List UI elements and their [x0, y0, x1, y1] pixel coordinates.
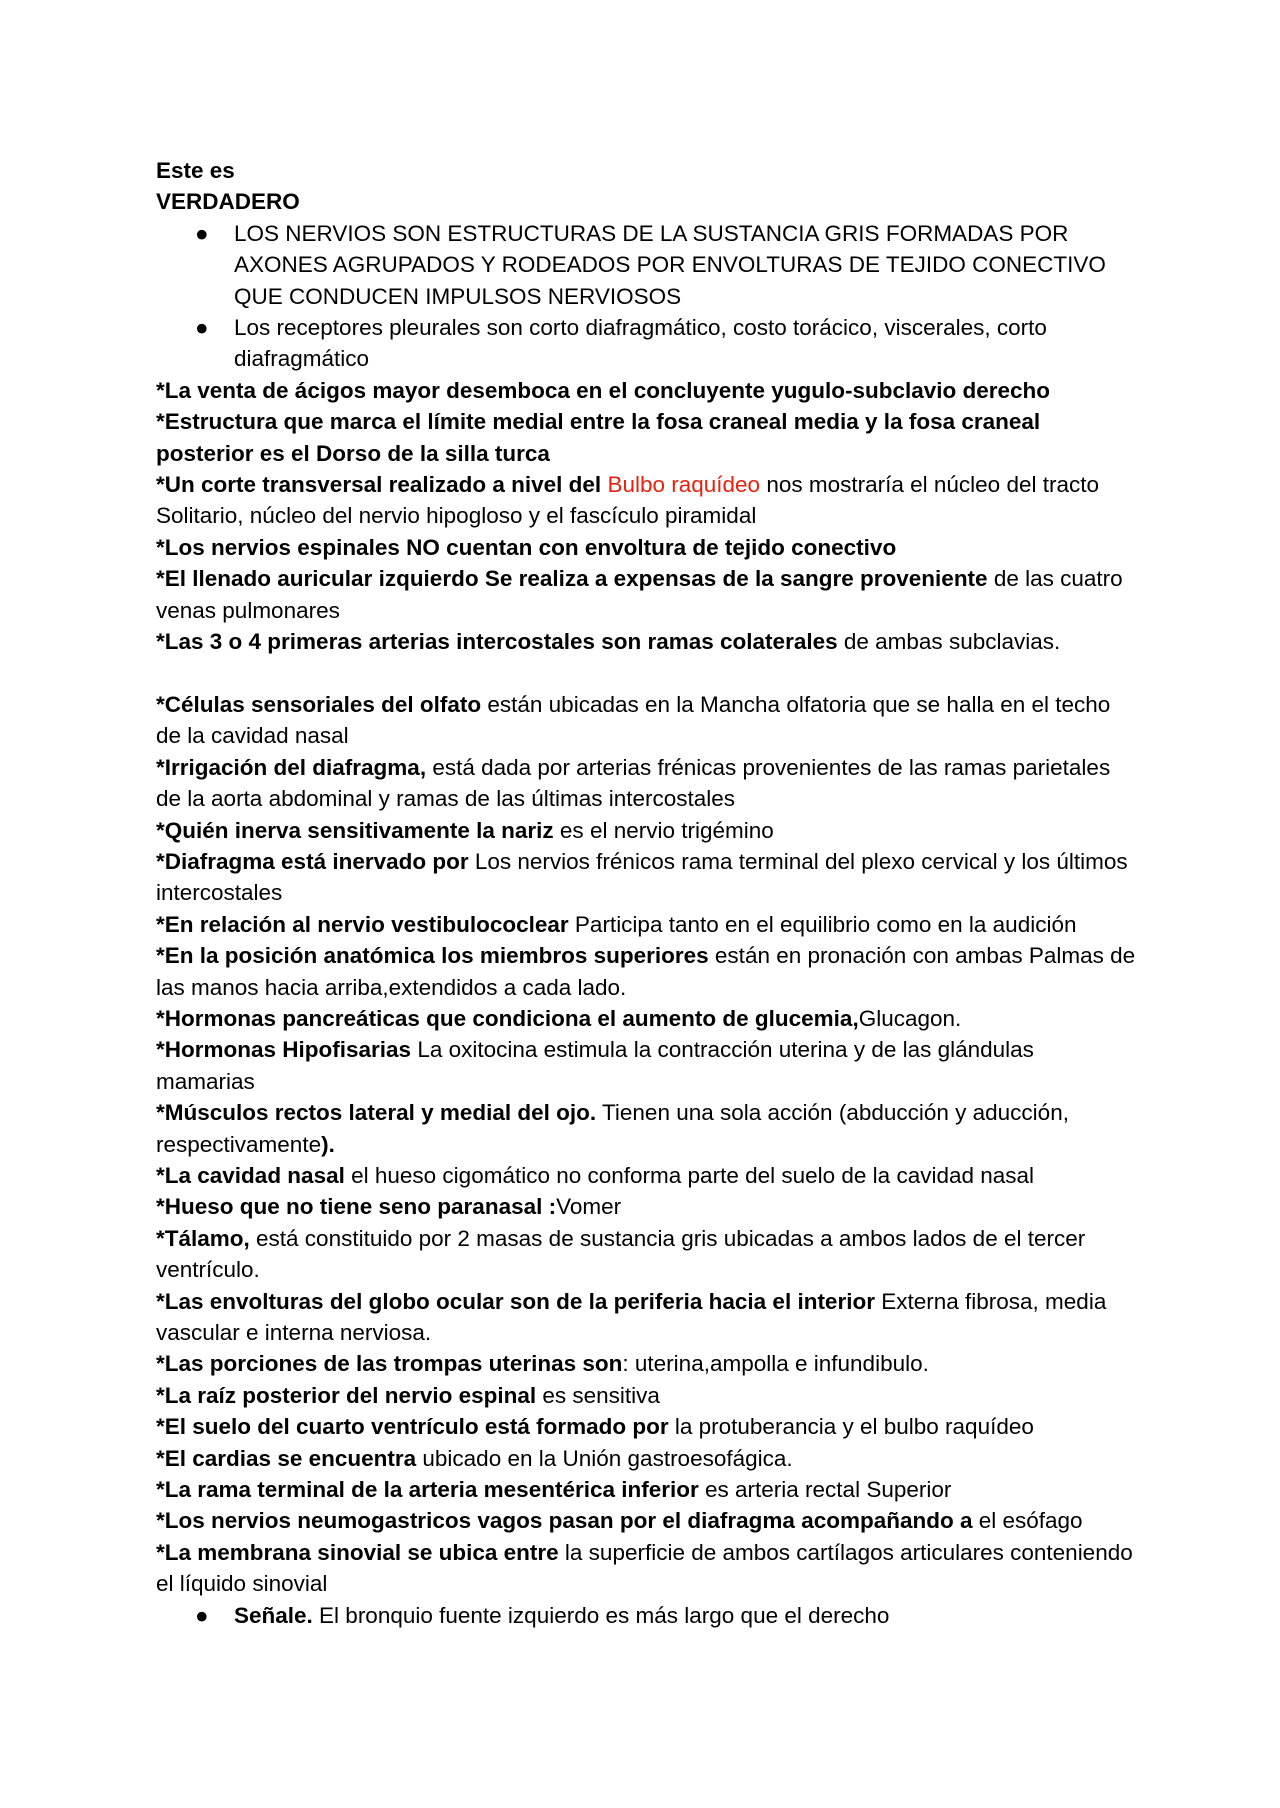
fact-line: *Los nervios espinales NO cuentan con envoltura de tejido conectivo: [156, 534, 897, 560]
fact-line: *Células sensoriales del olfato están ubicadas en la Mancha olfatoria que se halla en el techo de la cavidad nasal: [156, 691, 1111, 749]
blank-line: [156, 658, 1136, 689]
fact-line: *Hormonas Hipofisarias La oxitocina estimula la contracción uterina y de las glándulas mamarias: [156, 1037, 1034, 1094]
bullet-item: ● Señale. El bronquio fuente izquierdo es más largo que el derecho: [156, 1600, 1136, 1631]
fact-line: *La raíz posterior del nervio espinal es sensitiva: [156, 1382, 660, 1408]
bullet-item: ● Los receptores pleurales son corto diafragmático, costo torácico, viscerales, corto diafragmático: [156, 312, 1136, 375]
fact-line: *El suelo del cuarto ventrículo está formado por la protuberancia y el bulbo raquídeo: [156, 1414, 1034, 1440]
fact-line: *Estructura que marca el límite medial entre la fosa craneal media y la fosa craneal posterior es el Dorso de la silla turca: [156, 409, 1041, 466]
fact-line: *Músculos rectos lateral y medial del ojo. Tienen una sola acción (abducción y aducción, respectivamente).: [156, 1100, 1069, 1157]
fact-line: *Diafragma está inervado por Los nervios frénicos rama terminal del plexo cervical y los últimos intercostales: [156, 848, 1128, 906]
highlight-red-text: Bulbo raquídeo: [607, 472, 761, 498]
header-line-2: VERDADERO: [156, 189, 300, 215]
fact-line: *El llenado auricular izquierdo Se realiza a expensas de la sangre proveniente de las cuatro venas pulmonares: [156, 566, 1123, 623]
fact-line: *Hormonas pancreáticas que condiciona el aumento de glucemia,Glucagon.: [156, 1005, 962, 1031]
bullet-dot-icon: ●: [195, 1602, 209, 1628]
fact-line: *La cavidad nasal el hueso cigomático no conforma parte del suelo de la cavidad nasal: [156, 1162, 1035, 1188]
header-line-1: Este es: [156, 158, 235, 183]
fact-line: *Las 3 o 4 primeras arterias intercostales son ramas colaterales de ambas subclavias.: [156, 629, 1061, 655]
fact-line: *La membrana sinovial se ubica entre la superficie de ambos cartílagos articulares conteniendo el líquido sinovial: [156, 1539, 1133, 1597]
fact-line: *Un corte transversal realizado a nivel del Bulbo raquídeo nos mostraría el núcleo del tracto Solitario, núcleo del nervio hipogloso y el fascículo piramidal: [156, 472, 1099, 529]
fact-line: *Quién inerva sensitivamente la nariz es el nervio trigémino: [156, 817, 774, 843]
fact-line: *Las envolturas del globo ocular son de la periferia hacia el interior Externa fibrosa, media vascular e interna nerviosa.: [156, 1288, 1107, 1346]
fact-line: *El cardias se encuentra ubicado en la Unión gastroesofágica.: [156, 1445, 793, 1471]
bullet-item: ● LOS NERVIOS SON ESTRUCTURAS DE LA SUSTANCIA GRIS FORMADAS POR AXONES AGRUPADOS Y RODEADOS POR ENVOLTURAS DE TEJIDO CONECTIVO QUE CONDUCEN IMPULSOS NERVIOSOS: [156, 218, 1136, 312]
bullet-dot-icon: ●: [195, 315, 209, 341]
bullet-dot-icon: ●: [195, 220, 209, 246]
document-page: [156, 155, 1136, 1631]
fact-line: *Irrigación del diafragma, está dada por arterias frénicas provenientes de las ramas parietales de la aorta abdominal y ramas de las últimas intercostales: [156, 754, 1111, 812]
fact-line: *Tálamo, está constituido por 2 masas de sustancia gris ubicadas a ambos lados de el tercer ventrículo.: [156, 1225, 1086, 1283]
fact-line: *En relación al nervio vestibulococlear Participa tanto en el equilibrio como en la audición: [156, 911, 1077, 937]
fact-line: *La venta de ácigos mayor desemboca en el concluyente yugulo-subclavio derecho: [156, 377, 1051, 403]
fact-line: *Hueso que no tiene seno paranasal :Vomer: [156, 1194, 622, 1220]
fact-line: *Las porciones de las trompas uterinas son: uterina,ampolla e infundibulo.: [156, 1351, 929, 1377]
fact-line: *La rama terminal de la arteria mesentérica inferior es arteria rectal Superior: [156, 1477, 952, 1503]
fact-line: *Los nervios neumogastricos vagos pasan por el diafragma acompañando a el esófago: [156, 1508, 1083, 1534]
fact-line: *En la posición anatómica los miembros superiores están en pronación con ambas Palmas de las manos hacia arriba,extendidos a cada lado.: [156, 943, 1136, 1000]
